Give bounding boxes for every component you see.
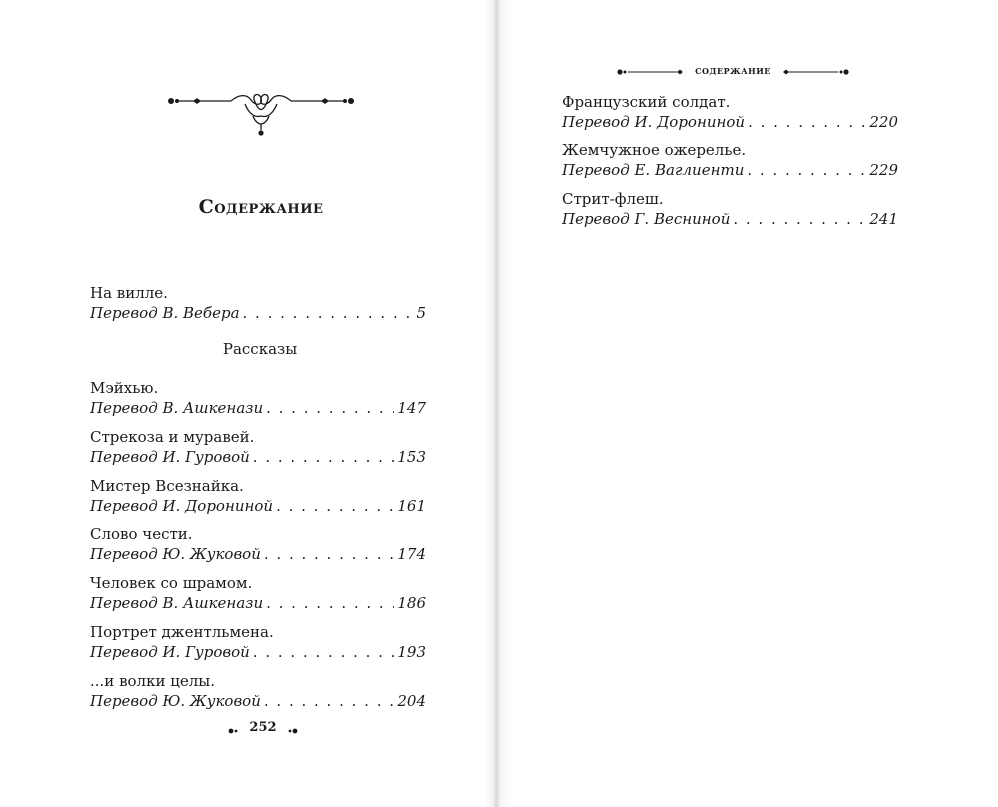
toc-entry-page: 153 — [397, 448, 426, 466]
toc-entry — [562, 189, 898, 229]
leader-dots — [253, 447, 395, 467]
toc-entry-title: Портрет джентльмена. — [90, 623, 274, 641]
leader-dots — [264, 691, 394, 711]
toc-entry-title: На вилле. — [90, 284, 168, 302]
toc-entry-title: Стрекоза и муравей. — [90, 428, 255, 446]
toc-entry-title: Человек со шрамом. — [90, 574, 253, 592]
contents-title: Содержание — [198, 196, 324, 218]
toc-entry-page: 186 — [397, 594, 426, 612]
toc-entry-title: Слово чести. — [90, 525, 193, 543]
toc-entry-translator: Перевод В. Вебера — [90, 304, 240, 322]
toc-entry-translator-line — [90, 593, 426, 613]
toc-entry-page: 193 — [397, 643, 426, 661]
toc-entry-translator-line — [562, 160, 898, 180]
toc-entry — [562, 92, 898, 132]
toc-entry-page: 220 — [869, 113, 898, 131]
toc-entry-page: 5 — [416, 304, 426, 322]
toc-entry-intro — [90, 283, 426, 323]
toc-entry-translator: Перевод В. Ашкенази — [90, 594, 264, 612]
toc-entry — [90, 622, 426, 662]
toc-entry — [90, 476, 426, 516]
toc-entry-title: Жемчужное ожерелье. — [562, 141, 747, 159]
toc-entry-translator-line — [90, 544, 426, 564]
toc-entry-page: 229 — [869, 161, 898, 179]
leader-dots — [266, 593, 394, 613]
toc-entry-title: Мэйхью. — [90, 379, 159, 397]
toc-entry — [90, 378, 426, 418]
leader-dots — [266, 398, 394, 418]
toc-entry-page: 204 — [397, 692, 426, 710]
page-number: 252 — [249, 720, 277, 735]
running-head-label: содержание — [695, 64, 771, 77]
toc-entry-translator: Перевод И. Дорониной — [90, 497, 274, 515]
toc-entry — [90, 427, 426, 467]
leader-dots — [733, 209, 866, 229]
toc-entry-page: 241 — [869, 210, 898, 228]
toc-entry-title: Французский солдат. — [562, 93, 731, 111]
toc-entry-translator-line — [562, 112, 898, 132]
toc-entry-translator: Перевод В. Ашкенази — [90, 399, 264, 417]
running-head — [615, 62, 851, 82]
toc-entry-translator-line — [90, 642, 426, 662]
leader-dots — [747, 160, 866, 180]
toc-entry-page: 147 — [397, 399, 426, 417]
toc-entry-title: Стрит-флеш. — [562, 190, 664, 208]
toc-entry-translator-line — [90, 496, 426, 516]
toc-entry-page: 174 — [397, 545, 426, 563]
toc-entry-translator: Перевод Ю. Жуковой — [90, 545, 261, 563]
toc-entry-translator: Перевод Ю. Жуковой — [90, 692, 261, 710]
toc-entry — [562, 140, 898, 180]
book-gutter — [485, 0, 511, 807]
toc-entry-title: ...и волки целы. — [90, 672, 215, 690]
toc-entry-translator: Перевод Г. Весниной — [562, 210, 731, 228]
toc-entry-translator: Перевод Е. Ваглиенти — [562, 161, 745, 179]
leader-dots — [748, 112, 866, 132]
section-heading: Рассказы — [222, 340, 298, 358]
leader-dots — [243, 303, 414, 323]
leader-dots — [264, 544, 394, 564]
toc-entry-translator: Перевод И. Гуровой — [90, 643, 250, 661]
leader-dots — [276, 496, 394, 516]
toc-entry-translator: Перевод И. Дорониной — [562, 113, 746, 131]
toc-entry-translator-line — [90, 691, 426, 711]
leader-dots — [253, 642, 395, 662]
toc-entry — [90, 573, 426, 613]
toc-entry-translator-line — [90, 398, 426, 418]
toc-entry-translator-line — [90, 303, 426, 323]
toc-entry-title: Мистер Всезнайка. — [90, 477, 244, 495]
toc-entry — [90, 524, 426, 564]
toc-entry — [90, 671, 426, 711]
toc-entry-translator: Перевод И. Гуровой — [90, 448, 250, 466]
toc-entry-page: 161 — [397, 497, 426, 515]
toc-entry-translator-line — [562, 209, 898, 229]
flourish-ornament-icon — [165, 88, 357, 138]
toc-entry-translator-line — [90, 447, 426, 467]
